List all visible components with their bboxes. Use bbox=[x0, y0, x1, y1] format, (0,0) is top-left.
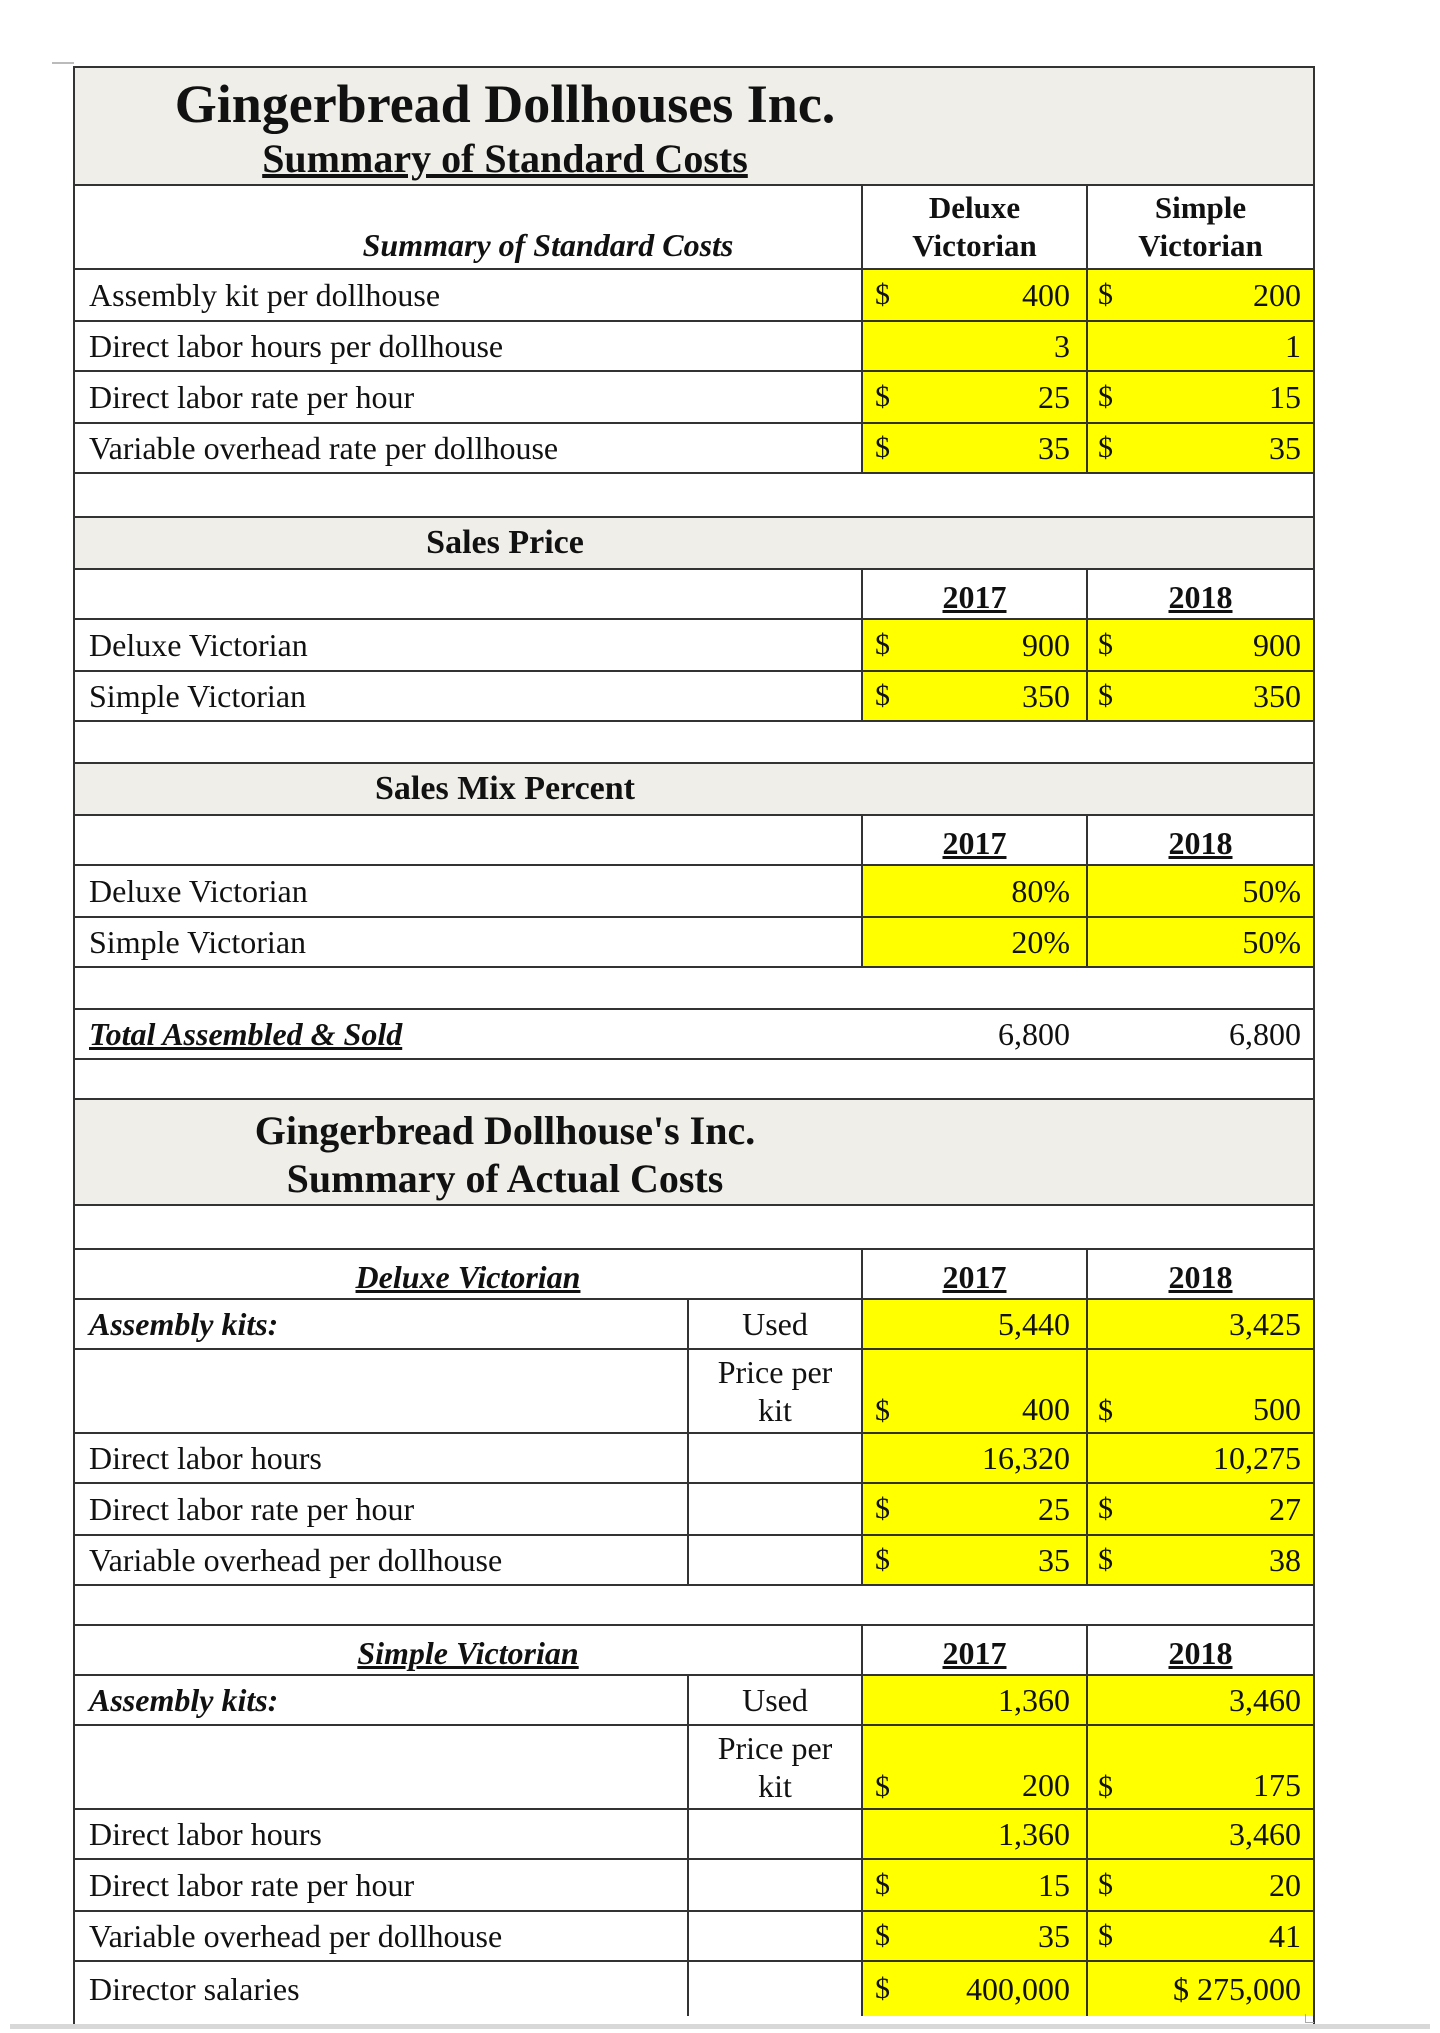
value-2018: 50% bbox=[1242, 923, 1301, 960]
simple-actual-header bbox=[75, 1626, 1313, 1676]
sales-mix-header bbox=[75, 764, 1313, 816]
table-row bbox=[75, 1860, 1313, 1912]
table-row bbox=[75, 1536, 1313, 1586]
row-label: Direct labor rate per hour bbox=[89, 1490, 415, 1527]
table-row bbox=[75, 1810, 1313, 1860]
currency-symbol: $ bbox=[1098, 431, 1113, 464]
used-label: Used bbox=[687, 1676, 861, 1724]
empty-cell bbox=[687, 1860, 861, 1910]
currency-symbol: $ bbox=[875, 380, 890, 413]
value-2018: 50% bbox=[1242, 872, 1301, 909]
director-salaries-row bbox=[75, 1962, 1313, 2016]
price-label-line1: Price per bbox=[717, 1730, 833, 1766]
table-row bbox=[75, 672, 1313, 722]
currency-symbol: $ bbox=[1098, 1919, 1113, 1952]
table-row bbox=[75, 1676, 1313, 1726]
company-title: Gingerbread Dollhouses Inc. bbox=[174, 74, 836, 134]
currency-symbol: $ bbox=[875, 1919, 890, 1952]
row-label: Direct labor hours bbox=[89, 1439, 322, 1476]
simple-value: 200 bbox=[1253, 276, 1301, 313]
used-label: Used bbox=[687, 1300, 861, 1348]
currency-symbol: $ bbox=[1098, 1394, 1113, 1427]
cost-summary-sheet bbox=[73, 66, 1315, 2028]
year-2017-header: 2017 bbox=[861, 1250, 1086, 1298]
table-row bbox=[75, 1912, 1313, 1962]
sales-mix-year-header bbox=[75, 816, 1313, 866]
currency-symbol: $ bbox=[1098, 278, 1113, 311]
table-row bbox=[75, 270, 1313, 322]
standard-table-label: Summary of Standard Costs bbox=[362, 227, 734, 263]
sales-mix-title: Sales Mix Percent bbox=[375, 770, 635, 807]
value-2017: 25 bbox=[1038, 1490, 1070, 1527]
currency-symbol: $ bbox=[875, 1972, 890, 2005]
year-2017-header: 2017 bbox=[861, 816, 1086, 864]
simple-value: 15 bbox=[1269, 378, 1301, 415]
value-2017: 35 bbox=[1038, 1917, 1070, 1954]
sales-price-year-header bbox=[75, 570, 1313, 620]
salaries-2018: $ 275,000 bbox=[1173, 1970, 1301, 2007]
actual-costs-title: Summary of Actual Costs bbox=[286, 1155, 724, 1201]
sales-price-header bbox=[75, 518, 1313, 570]
row-label: Variable overhead per dollhouse bbox=[89, 1917, 503, 1954]
spacer-row bbox=[75, 722, 1313, 764]
price-2018: 175 bbox=[1253, 1767, 1301, 1803]
row-label: Director salaries bbox=[89, 1970, 300, 2007]
row-label: Deluxe Victorian bbox=[89, 872, 308, 909]
row-label: Assembly kit per dollhouse bbox=[89, 276, 441, 313]
row-label: Simple Victorian bbox=[89, 677, 307, 714]
currency-symbol: $ bbox=[875, 1868, 890, 1901]
deluxe-header-line2: Victorian bbox=[912, 228, 1037, 263]
standard-header bbox=[75, 68, 1313, 186]
price-per-kit-label bbox=[687, 1350, 861, 1432]
deluxe-actual-header bbox=[75, 1250, 1313, 1300]
currency-symbol: $ bbox=[875, 1492, 890, 1525]
table-row bbox=[75, 322, 1313, 372]
deluxe-value: 3 bbox=[1054, 327, 1070, 364]
currency-symbol: $ bbox=[875, 278, 890, 311]
assembly-kits-label: Assembly kits: bbox=[89, 1681, 279, 1718]
value-2017: 350 bbox=[1022, 677, 1070, 714]
used-2018: 3,425 bbox=[1229, 1305, 1301, 1342]
table-row bbox=[75, 620, 1313, 672]
currency-symbol: $ bbox=[1098, 380, 1113, 413]
row-label: Deluxe Victorian bbox=[89, 626, 308, 663]
table-row bbox=[75, 424, 1313, 474]
actual-header bbox=[75, 1100, 1313, 1206]
year-2017-header: 2017 bbox=[861, 570, 1086, 618]
used-2018: 3,460 bbox=[1229, 1681, 1301, 1718]
used-2017: 1,360 bbox=[998, 1681, 1070, 1718]
total-label: Total Assembled & Sold bbox=[89, 1015, 403, 1052]
price-per-kit-label bbox=[687, 1726, 861, 1808]
deluxe-column-header bbox=[861, 186, 1086, 268]
currency-symbol: $ bbox=[1098, 1492, 1113, 1525]
empty-cell bbox=[687, 1810, 861, 1858]
value-2018: 38 bbox=[1269, 1541, 1301, 1578]
currency-symbol: $ bbox=[1098, 1770, 1113, 1803]
simple-column-header bbox=[1086, 186, 1313, 268]
year-2017-header: 2017 bbox=[861, 1626, 1086, 1674]
simple-header-line2: Victorian bbox=[1138, 228, 1263, 263]
empty-cell bbox=[687, 1912, 861, 1960]
currency-symbol bbox=[1086, 322, 1138, 370]
spacer-row bbox=[75, 968, 1313, 1010]
value-2017: 900 bbox=[1022, 626, 1070, 663]
price-2017: 400 bbox=[1022, 1391, 1070, 1427]
year-2018-header: 2018 bbox=[1086, 816, 1313, 864]
price-2018: 500 bbox=[1253, 1391, 1301, 1427]
currency-symbol: $ bbox=[875, 628, 890, 661]
total-row bbox=[75, 1010, 1313, 1060]
page-edge-mark bbox=[52, 62, 74, 64]
currency-symbol: $ bbox=[1098, 1868, 1113, 1901]
page-corner-mark bbox=[1305, 2014, 1314, 2023]
currency-symbol: $ bbox=[1098, 679, 1113, 712]
value-2017: 80% bbox=[1011, 872, 1070, 909]
table-row bbox=[75, 1350, 1313, 1434]
deluxe-value: 400 bbox=[1022, 276, 1070, 313]
standard-column-header bbox=[75, 186, 1313, 270]
salaries-2017: 400,000 bbox=[966, 1970, 1070, 2007]
currency-symbol: $ bbox=[1098, 628, 1113, 661]
simple-section-title: Simple Victorian bbox=[357, 1635, 579, 1671]
standard-costs-title: Summary of Standard Costs bbox=[262, 135, 748, 181]
table-row bbox=[75, 1434, 1313, 1484]
empty-cell bbox=[687, 1962, 861, 2016]
table-row bbox=[75, 372, 1313, 424]
assembly-kits-label: Assembly kits: bbox=[89, 1305, 279, 1342]
total-2017: 6,800 bbox=[998, 1015, 1070, 1052]
spacer-row bbox=[75, 474, 1313, 518]
year-2018-header: 2018 bbox=[1086, 1626, 1313, 1674]
deluxe-section-title: Deluxe Victorian bbox=[355, 1259, 581, 1295]
year-2018-header: 2018 bbox=[1086, 1250, 1313, 1298]
row-label: Simple Victorian bbox=[89, 923, 307, 960]
currency-symbol bbox=[861, 322, 923, 370]
row-label: Direct labor hours bbox=[89, 1815, 322, 1852]
currency-symbol: $ bbox=[875, 1394, 890, 1427]
row-label: Direct labor rate per hour bbox=[89, 378, 415, 415]
value-2018: 3,460 bbox=[1229, 1815, 1301, 1852]
page-bottom-edge bbox=[10, 2024, 1430, 2029]
value-2018: 20 bbox=[1269, 1866, 1301, 1903]
value-2017: 35 bbox=[1038, 1541, 1070, 1578]
price-label-line2: kit bbox=[758, 1768, 792, 1804]
empty-cell bbox=[687, 1484, 861, 1534]
value-2018: 41 bbox=[1269, 1917, 1301, 1954]
value-2017: 20% bbox=[1011, 923, 1070, 960]
price-2017: 200 bbox=[1022, 1767, 1070, 1803]
currency-symbol: $ bbox=[875, 679, 890, 712]
table-row bbox=[75, 1484, 1313, 1536]
year-2018-header: 2018 bbox=[1086, 570, 1313, 618]
currency-symbol: $ bbox=[875, 431, 890, 464]
value-2018: 27 bbox=[1269, 1490, 1301, 1527]
currency-symbol: $ bbox=[875, 1543, 890, 1576]
deluxe-value: 25 bbox=[1038, 378, 1070, 415]
price-label-line2: kit bbox=[758, 1392, 792, 1428]
row-label: Direct labor hours per dollhouse bbox=[89, 327, 504, 364]
currency-symbol: $ bbox=[1098, 1543, 1113, 1576]
row-label: Variable overhead per dollhouse bbox=[89, 1541, 503, 1578]
used-2017: 5,440 bbox=[998, 1305, 1070, 1342]
empty-cell bbox=[687, 1536, 861, 1584]
spacer-row bbox=[75, 1206, 1313, 1250]
table-row bbox=[75, 1300, 1313, 1350]
simple-value: 35 bbox=[1269, 429, 1301, 466]
value-2018: 350 bbox=[1253, 677, 1301, 714]
simple-header-line1: Simple bbox=[1154, 190, 1247, 225]
table-row bbox=[75, 866, 1313, 918]
simple-value: 1 bbox=[1285, 327, 1301, 364]
total-2018: 6,800 bbox=[1229, 1015, 1301, 1052]
spacer-row bbox=[75, 1060, 1313, 1100]
empty-cell bbox=[687, 1434, 861, 1482]
table-row bbox=[75, 918, 1313, 968]
currency-symbol: $ bbox=[875, 1770, 890, 1803]
value-2017: 16,320 bbox=[982, 1439, 1070, 1476]
spacer-row bbox=[75, 1586, 1313, 1626]
sales-price-title: Sales Price bbox=[426, 524, 584, 561]
table-row bbox=[75, 1726, 1313, 1810]
deluxe-header-line1: Deluxe bbox=[928, 190, 1021, 225]
row-label: Variable overhead rate per dollhouse bbox=[89, 429, 559, 466]
row-label: Direct labor rate per hour bbox=[89, 1866, 415, 1903]
value-2018: 10,275 bbox=[1213, 1439, 1301, 1476]
value-2017: 1,360 bbox=[998, 1815, 1070, 1852]
value-2018: 900 bbox=[1253, 626, 1301, 663]
actual-company-title: Gingerbread Dollhouse's Inc. bbox=[254, 1107, 756, 1153]
price-label-line1: Price per bbox=[717, 1354, 833, 1390]
deluxe-value: 35 bbox=[1038, 429, 1070, 466]
value-2017: 15 bbox=[1038, 1866, 1070, 1903]
